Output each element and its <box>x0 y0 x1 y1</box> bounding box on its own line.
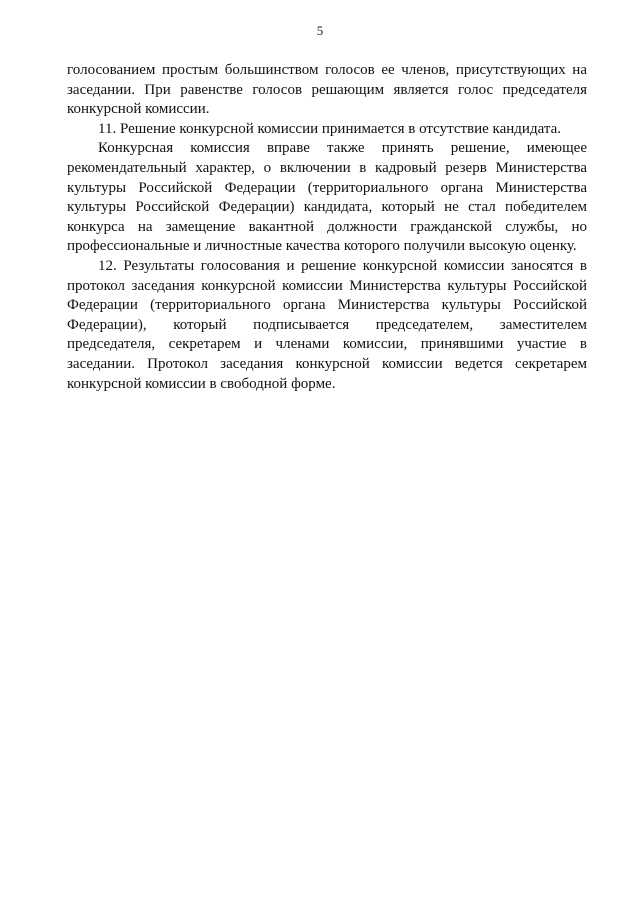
paragraph-personnel-reserve: Конкурсная комиссия вправе также принять решение, имеющее рекомендательный характер, о включении в кадровый резерв Министерства культуры Российской Федерации (территориального органа Министерства культуры Российской Федерации) кандидата, который не стал победителем конкурса на замещение вакантной должности гражданской службы, но профессиональные и личностные качества которого получили высокую оценку. <box>67 140 587 255</box>
document-body <box>67 61 587 394</box>
paragraph-item-12: 12. Результаты голосования и решение конкурсной комиссии заносятся в протокол заседания конкурсной комиссии Министерства культуры Российской Федерации (территориального органа Министерства культуры Российской Федерации), который подписывается председателем, заместителем председателя, секретарем и членами комиссии, принявшими участие в заседании. Протокол заседания конкурсной комиссии ведется секретарем конкурсной комиссии в свободной форме. <box>67 257 587 392</box>
paragraph-continuation: голосованием простым большинством голосов ее членов, присутствующих на заседании. При равенстве голосов решающим является голос председателя конкурсной комиссии. <box>67 62 587 118</box>
page-number: 5 <box>316 23 324 38</box>
paragraph-item-11: 11. Решение конкурсной комиссии принимается в отсутствие кандидата. <box>98 120 562 137</box>
